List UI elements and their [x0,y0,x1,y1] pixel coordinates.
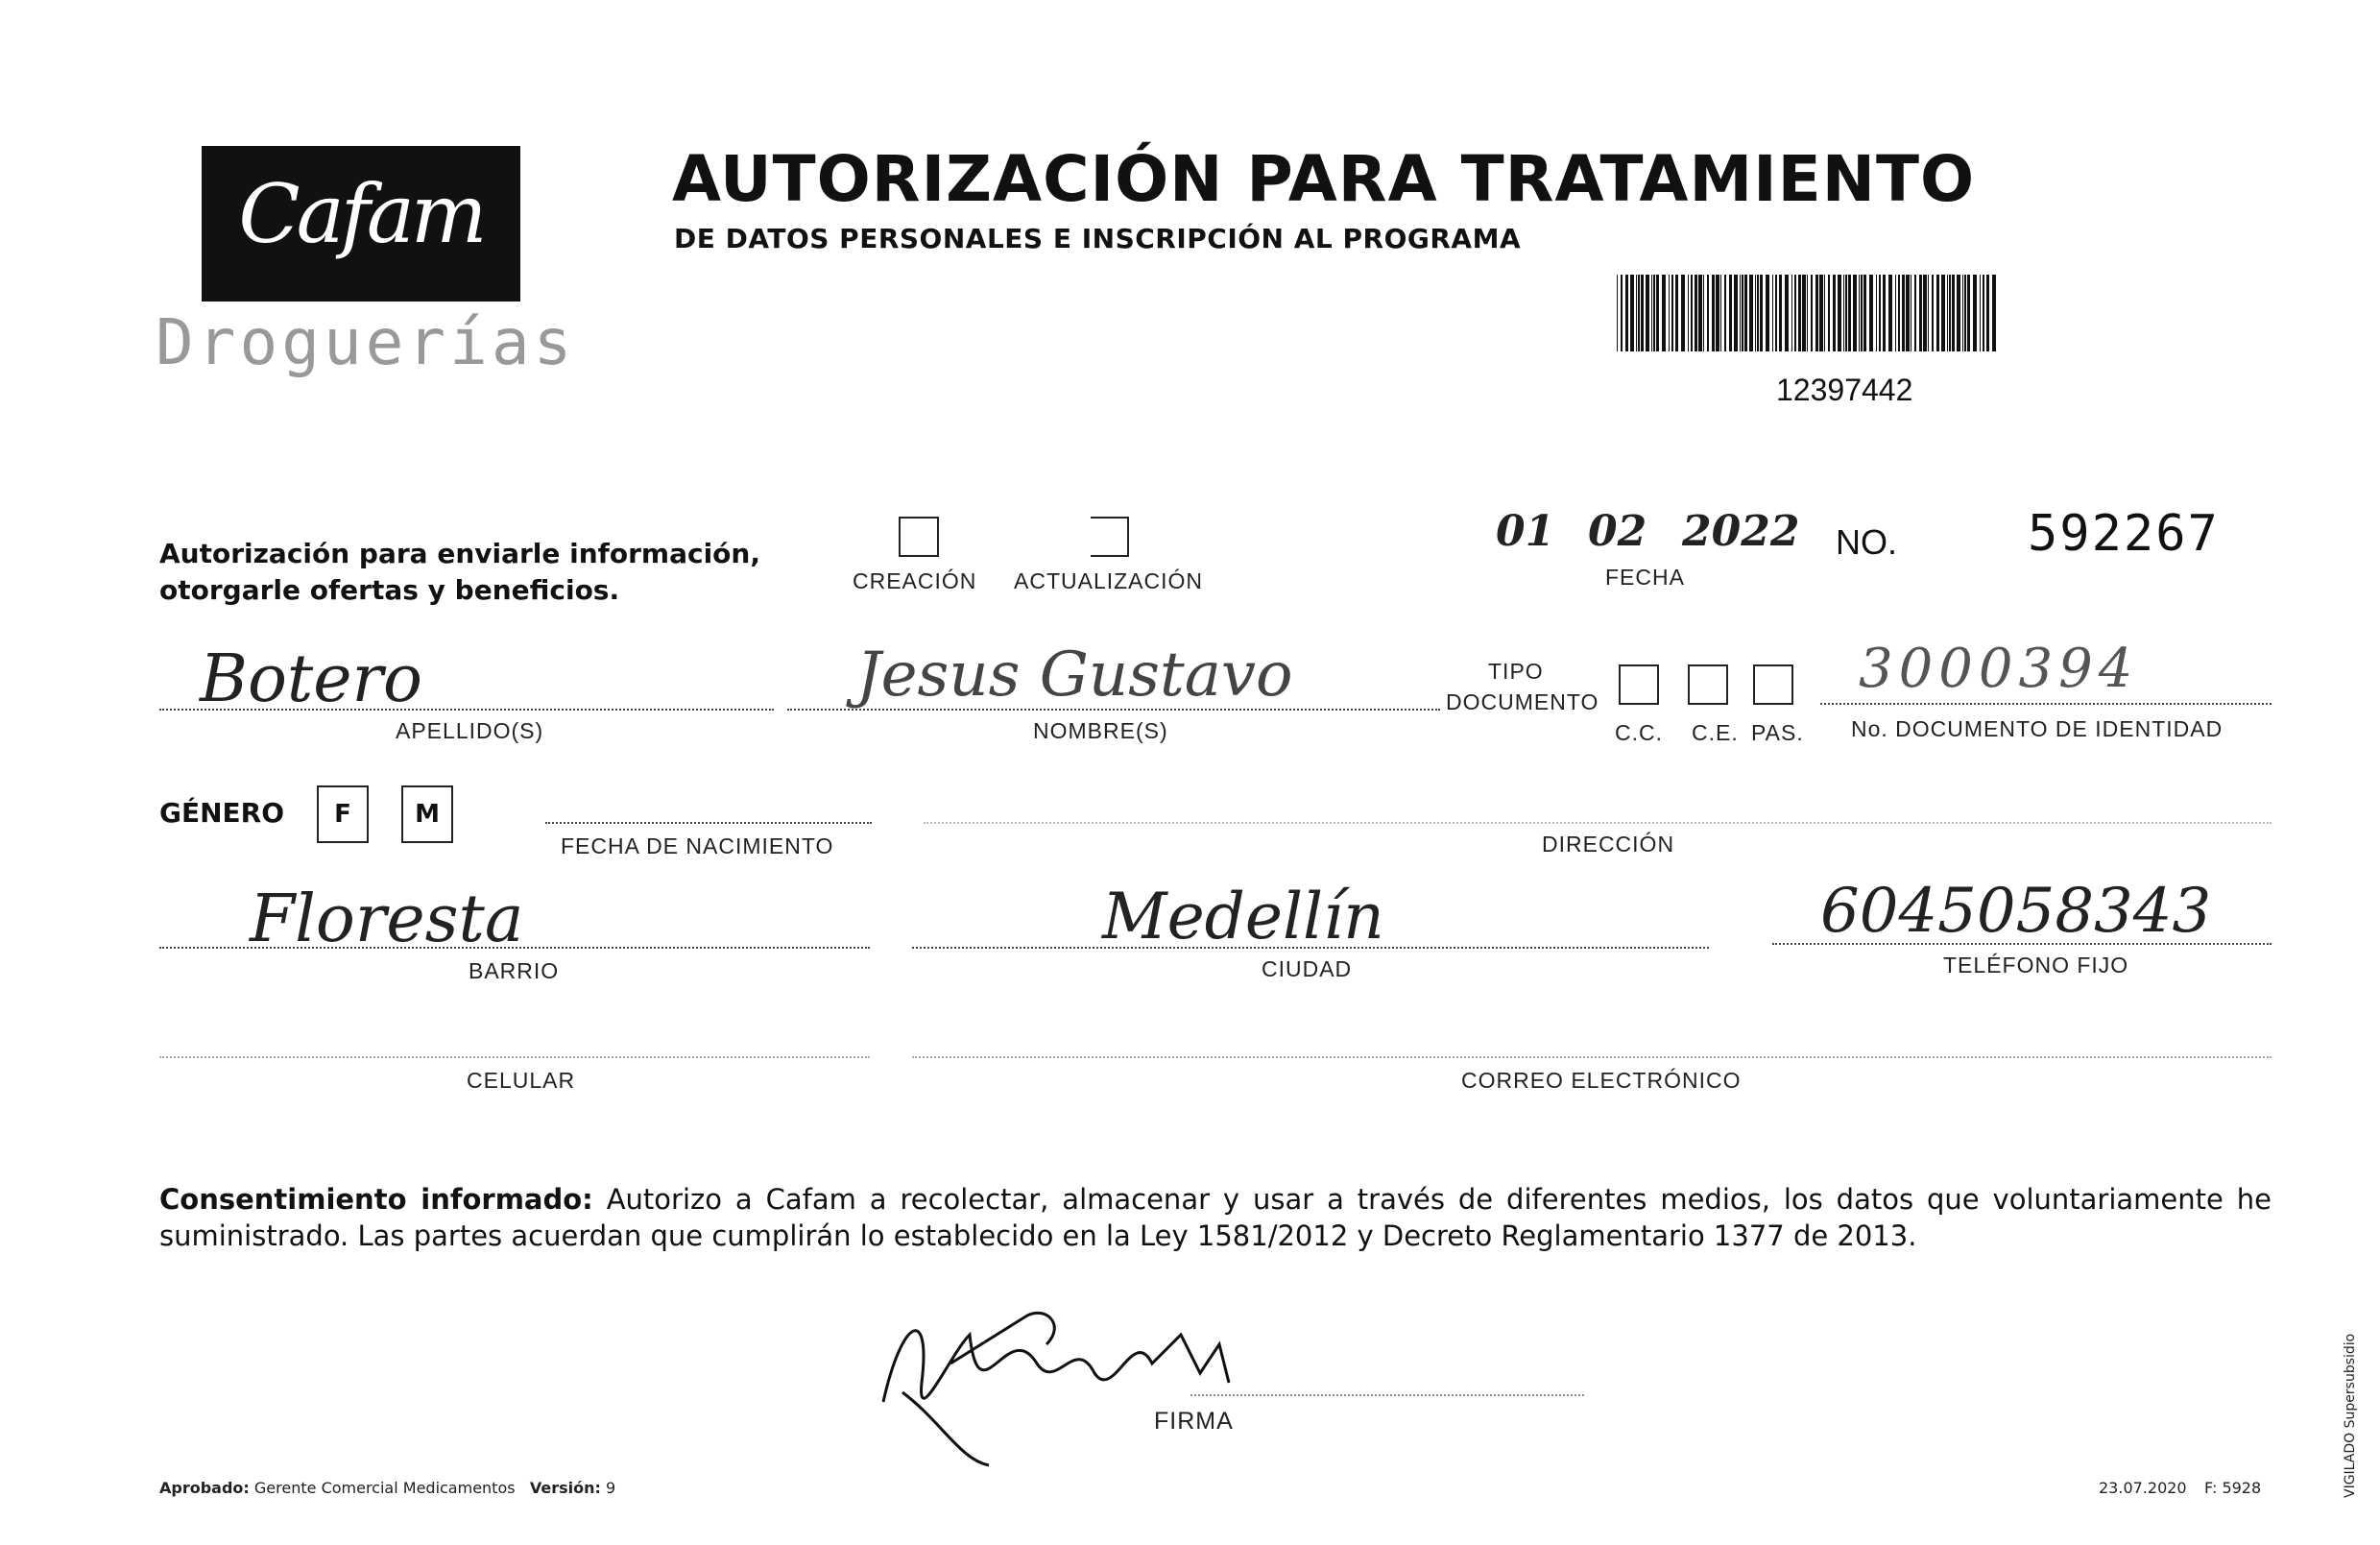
side-vigilado: VIGILADO Supersubsidio [2343,1333,2358,1498]
creacion-label: CREACIÓN [853,568,977,593]
consent-text: Autorizo a Cafam a recolectar, almacenar y usar a través de diferentes medios, los datos que voluntariamente he suministrado. Las partes acuerdan que cumplirán lo establecido en la Ley 1581/2012 y Decreto Reglamentario 1377 de 2013. [159,1183,2272,1252]
barcode-icon [1617,275,2001,351]
aprobado-label: Aprobado: [159,1479,250,1497]
actualizacion-label: ACTUALIZACIÓN [1014,568,1204,593]
celular-line[interactable] [159,1056,870,1058]
pas-label: PAS. [1751,720,1804,745]
fecha-month: 02 [1588,507,1647,556]
genero-f-checkbox[interactable]: F [317,785,369,843]
page-subtitle: DE DATOS PERSONALES E INSCRIPCIÓN AL PROGRAMA [674,223,1522,254]
documento-label: No. DOCUMENTO DE IDENTIDAD [1851,716,2224,741]
barrio-value: Floresta [250,881,524,957]
apellidos-line[interactable] [159,709,774,711]
ce-checkbox[interactable] [1688,664,1728,705]
apellidos-value: Botero [200,641,422,717]
no-label: NO. [1836,522,1898,562]
correo-label: CORREO ELECTRÓNICO [1461,1068,1742,1093]
page-title: AUTORIZACIÓN PARA TRATAMIENTO [672,142,1976,216]
ciudad-line[interactable] [912,947,1709,949]
ce-label: C.E. [1692,720,1739,745]
direccion-label: DIRECCIÓN [1542,832,1675,857]
genero-label: GÉNERO [159,797,285,829]
pas-checkbox[interactable] [1753,664,1793,705]
version-value: 9 [605,1479,616,1497]
fecha-nacimiento-line[interactable] [545,822,872,824]
documento-value: 3000394 [1859,638,2139,700]
genero-m-checkbox[interactable]: M [401,785,453,843]
auth-text-line2: otorgarle ofertas y beneficios. [159,574,620,606]
nombres-value: Jesus Gustavo [856,640,1293,711]
nombres-label: NOMBRE(S) [1033,718,1168,743]
tipo-documento-label2: DOCUMENTO [1446,689,1599,714]
cafam-logo [202,146,520,302]
version-label: Versión: [529,1479,601,1497]
fecha-nacimiento-label: FECHA DE NACIMIENTO [561,833,834,858]
logo-brand: Cafam [238,167,484,261]
celular-label: CELULAR [467,1068,576,1093]
auth-text-line1: Autorización para enviarle información, [159,538,760,569]
ciudad-value: Medellín [1102,880,1384,954]
logo-subtitle: Droguerías [156,305,576,379]
fecha-label: FECHA [1605,565,1685,590]
telefono-line[interactable] [1772,943,2272,945]
firma-label: FIRMA [1154,1408,1234,1435]
barcode-number: 12397442 [1776,373,1913,407]
direccion-line[interactable] [924,822,2272,824]
consent-paragraph [159,1181,2272,1254]
footer-code: F: 5928 [2204,1479,2262,1497]
tipo-documento-label1: TIPO [1488,659,1544,684]
actualizacion-checkbox[interactable] [1091,517,1129,557]
cc-label: C.C. [1615,720,1663,745]
nombres-line[interactable] [787,709,1440,711]
ciudad-label: CIUDAD [1262,956,1353,981]
creacion-checkbox[interactable] [899,517,939,557]
signature-icon [864,1277,1306,1469]
telefono-value: 6045058343 [1820,876,2212,947]
barrio-label: BARRIO [469,958,560,983]
firma-line[interactable] [1190,1394,1584,1396]
telefono-label: TELÉFONO FIJO [1943,953,2129,978]
barrio-line[interactable] [159,947,870,949]
aprobado-value: Gerente Comercial Medicamentos [253,1479,516,1497]
fecha-day: 01 [1496,507,1555,556]
consent-heading: Consentimiento informado: [159,1183,593,1216]
documento-line[interactable] [1820,703,2272,705]
footer-date: 23.07.2020 [2099,1479,2187,1497]
cc-checkbox[interactable] [1619,664,1659,705]
footer-aprobado [159,1479,615,1497]
form-number: 592267 [2028,505,2220,563]
apellidos-label: APELLIDO(S) [396,718,544,743]
fecha-year: 2022 [1682,507,1800,556]
correo-line[interactable] [912,1056,2272,1058]
